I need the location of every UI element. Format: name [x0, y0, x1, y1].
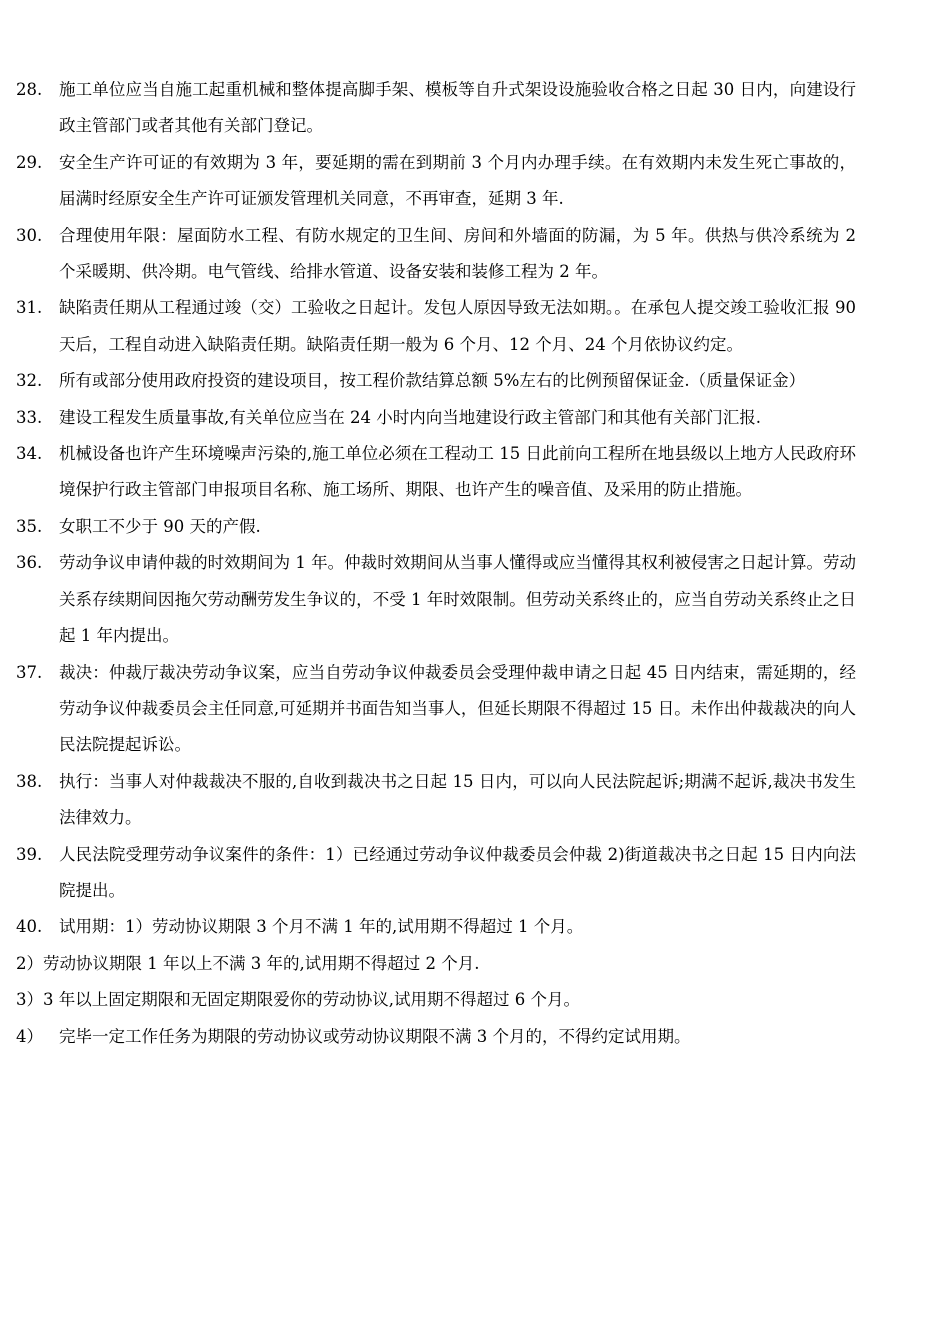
item-text: 人民法院受理劳动争议案件的条件：1）已经通过劳动争议仲裁委员会仲裁 2)街道裁决书之日起 15 日内向法院提出。	[59, 844, 856, 900]
item-text: 施工单位应当自施工起重机械和整体提高脚手架、模板等自升式架设设施验收合格之日起 30 日内，向建设行政主管部门或者其他有关部门登记。	[59, 80, 856, 136]
item-text: 安全生产许可证的有效期为 3 年，要延期的需在到期前 3 个月内办理手续。在有效期内未发生死亡事故的，届满时经原安全生产许可证颁发管理机关同意，不再审查，延期 3 年.	[59, 152, 856, 209]
sub-item-2	[16, 946, 856, 982]
item-number: 36.	[16, 553, 43, 573]
item-text: 所有或部分使用政府投资的建设项目，按工程价款结算总额 5%左右的比例预留保证金.（质量保证金）	[59, 371, 806, 391]
item-number: 28.	[16, 80, 43, 99]
list-item-38	[16, 764, 856, 837]
list-item-32	[16, 363, 856, 399]
list-item-34	[16, 436, 856, 509]
item-text: 劳动争议申请仲裁的时效期间为 1 年。仲裁时效期间从当事人懂得或应当懂得其权利被侵害之日起计算。劳动关系存续期间因拖欠劳动酬劳发生争议的，不受 1 年时效限制。但劳动关系终止的，应当自劳动关系终止之日起 1 年内提出。	[59, 553, 856, 646]
item-number: 38.	[16, 771, 43, 791]
item-text: 建设工程发生质量事故,有关单位应当在 24 小时内向当地建设行政主管部门和其他有关部门汇报.	[59, 407, 761, 427]
item-number: 33.	[16, 407, 43, 427]
list-item-37	[16, 655, 856, 764]
item-number: 30.	[16, 225, 43, 245]
sub-item-3	[16, 982, 856, 1018]
item-number: 31.	[16, 298, 43, 318]
sub-item-4	[16, 1019, 856, 1055]
item-number: 39.	[16, 844, 43, 864]
list-item-29	[16, 145, 856, 218]
sub-item-number: 2）	[16, 953, 43, 973]
sub-item-number: 4）	[16, 1026, 43, 1046]
item-number: 34.	[16, 444, 43, 464]
sub-item-number: 3）	[16, 990, 43, 1010]
item-text: 裁决：仲裁厅裁决劳动争议案，应当自劳动争议仲裁委员会受理仲裁申请之日起 45 日内结束，需延期的，经劳动争议仲裁委员会主任同意,可延期并书面告知当事人，但延长期限不得超过 15 日。未作出仲裁裁决的向人民法院提起诉讼。	[59, 662, 856, 755]
item-number: 29.	[16, 152, 43, 172]
list-item-40	[16, 909, 856, 945]
list-item-30	[16, 218, 856, 291]
item-number: 37.	[16, 662, 43, 682]
sub-item-text: 劳动协议期限 1 年以上不满 3 年的,试用期不得超过 2 个月.	[43, 953, 480, 973]
item-number: 32.	[16, 371, 43, 391]
sub-item-text: 完毕一定工作任务为期限的劳动协议或劳动协议期限不满 3 个月的，不得约定试用期。	[59, 1026, 691, 1046]
list-item-31	[16, 290, 856, 363]
sub-item-text: 3 年以上固定期限和无固定期限爱你的劳动协议,试用期不得超过 6 个月。	[43, 990, 580, 1010]
numbered-list	[16, 72, 856, 1055]
item-text: 合理使用年限：屋面防水工程、有防水规定的卫生间、房间和外墙面的防漏，为 5 年。供热与供冷系统为 2 个采暖期、供冷期。电气管线、给排水管道、设备安装和装修工程为 2 年。	[59, 225, 856, 282]
item-number: 35.	[16, 516, 43, 536]
item-text: 女职工不少于 90 天的产假.	[59, 516, 261, 536]
list-item-28	[16, 72, 856, 145]
list-item-33	[16, 400, 856, 436]
item-text: 执行：当事人对仲裁裁决不服的,自收到裁决书之日起 15 日内，可以向人民法院起诉;期满不起诉,裁决书发生法律效力。	[59, 771, 856, 828]
list-item-39	[16, 837, 856, 910]
item-text: 试用期：1）劳动协议期限 3 个月不满 1 年的,试用期不得超过 1 个月。	[59, 917, 584, 937]
item-text: 机械设备也许产生环境噪声污染的,施工单位必须在工程动工 15 日此前向工程所在地县级以上地方人民政府环境保护行政主管部门申报项目名称、施工场所、期限、也许产生的噪音值、及采用的防止措施。	[59, 444, 856, 500]
item-number: 40.	[16, 917, 43, 937]
item-text: 缺陷责任期从工程通过竣（交）工验收之日起计。发包人原因导致无法如期。。在承包人提交竣工验收汇报 90 天后，工程自动进入缺陷责任期。缺陷责任期一般为 6 个月、12 个月、24 个月依协议约定。	[59, 298, 856, 354]
list-item-35	[16, 509, 856, 545]
list-item-36	[16, 545, 856, 654]
